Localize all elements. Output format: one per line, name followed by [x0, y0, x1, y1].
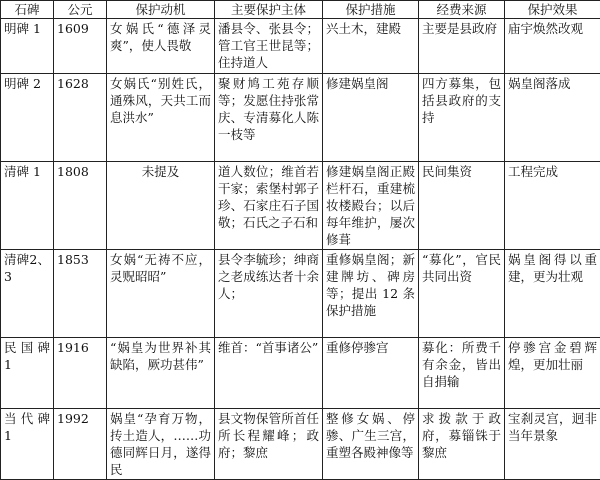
cell-stele: 当代碑 1	[1, 409, 54, 480]
cell-effect: 宝刹灵宫，迥非当年景象	[505, 409, 600, 480]
cell-funding: 四方募集，包括县政府的支持	[419, 74, 505, 162]
header-motive: 保护动机	[107, 1, 215, 19]
cell-year: 1808	[54, 162, 107, 250]
header-stele: 石碑	[1, 1, 54, 19]
cell-measure: 重修停骖宫	[323, 338, 419, 409]
cell-stele: 民国碑 1	[1, 338, 54, 409]
cell-motive: 娲皇“孕育万物，抟土造人，……功德同辉日月，遂得民	[107, 409, 215, 480]
cell-motive: 女娲氏“德泽灵爽”，使人畏敬	[107, 19, 215, 74]
header-effect: 保护效果	[505, 1, 600, 19]
cell-effect: 停骖宫金碧辉煌，更加壮丽	[505, 338, 600, 409]
cell-stele: 明碑 1	[1, 19, 54, 74]
header-funding: 经费来源	[419, 1, 505, 19]
cell-subject: 县文物保管所首任所长程耀峰；政府；黎庶	[215, 409, 323, 480]
cell-measure: 整修女娲、停骖、广生三宫，重塑各殿神像等	[323, 409, 419, 480]
cell-funding: “募化”，官民共同出资	[419, 250, 505, 338]
cell-measure: 兴土木，建殿	[323, 19, 419, 74]
cell-subject: 聚财鸠工苑存顺等；发愿住持张常庆、专清募化人陈一枝等	[215, 74, 323, 162]
cell-subject: 潘县令、张县令；管工官王世昆等；住持道人	[215, 19, 323, 74]
table-row	[1, 74, 600, 162]
cell-measure: 修建娲皇阁正殿栏杆石，重建梳妆楼殿台；以后每年维护，屡次修葺	[323, 162, 419, 250]
cell-year: 1609	[54, 19, 107, 74]
table-row	[1, 338, 600, 409]
header-measure: 保护措施	[323, 1, 419, 19]
cell-motive: 女娲氏“别姓氏，通殊风，天共工而息洪水”	[107, 74, 215, 162]
cell-stele: 明碑 2	[1, 74, 54, 162]
table-row	[1, 19, 600, 74]
cell-effect: 工程完成	[505, 162, 600, 250]
cell-motive: 女娲“无祷不应，灵贶昭昭”	[107, 250, 215, 338]
cell-effect: 娲皇阁得以重建，更为壮观	[505, 250, 600, 338]
cell-year: 1853	[54, 250, 107, 338]
table-row	[1, 250, 600, 338]
cell-motive: “娲皇为世界补其缺陷，厥功甚伟”	[107, 338, 215, 409]
cell-measure: 重修娲皇阁；新建牌坊、碑房等；提出 12 条保护措施	[323, 250, 419, 338]
cell-effect: 娲皇阁落成	[505, 74, 600, 162]
cell-subject: 道人数位；维首若干家；索堡村郭子珍、石家庄石子国敬；石氏之子石和	[215, 162, 323, 250]
cell-year: 1628	[54, 74, 107, 162]
cell-funding: 民间集资	[419, 162, 505, 250]
cell-effect: 庙宇焕然改观	[505, 19, 600, 74]
cell-subject: 县令李毓珍；绅商之老成练达者十余人；	[215, 250, 323, 338]
cell-funding: 主要是县政府	[419, 19, 505, 74]
cell-funding: 求拨款于政府，募锱铢于黎庶	[419, 409, 505, 480]
header-row	[1, 1, 600, 19]
header-subject: 主要保护主体	[215, 1, 323, 19]
cell-year: 1992	[54, 409, 107, 480]
cell-motive: 未提及	[107, 162, 215, 250]
cell-measure: 修建娲皇阁	[323, 74, 419, 162]
cell-funding: 募化：所费千有余金，皆出自捐输	[419, 338, 505, 409]
table-row	[1, 162, 600, 250]
table-row	[1, 409, 600, 480]
cell-year: 1916	[54, 338, 107, 409]
header-year: 公元	[54, 1, 107, 19]
cell-stele: 清碑 1	[1, 162, 54, 250]
cell-subject: 维首：“首事诸公”	[215, 338, 323, 409]
cell-stele: 清碑2、3	[1, 250, 54, 338]
